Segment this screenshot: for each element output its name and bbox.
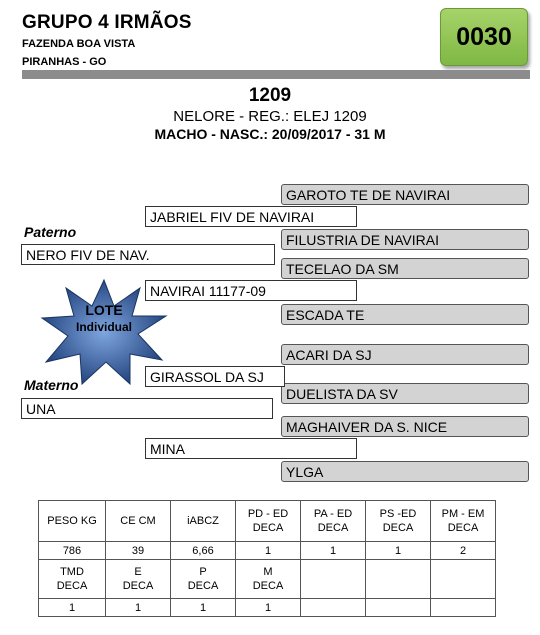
table-cell: 1 (301, 542, 366, 560)
pedigree-sire-sire: JABRIEL FIV DE NAVIRAI (145, 206, 357, 227)
table-cell: 786 (39, 542, 106, 560)
table-header-row (39, 560, 496, 599)
table-cell: 1 (39, 599, 106, 617)
table-cell: 1 (106, 599, 171, 617)
table-cell: 1 (366, 542, 431, 560)
table-cell (301, 599, 366, 617)
farm-name: FAZENDA BOA VISTA (22, 38, 136, 50)
table-cell: TMD DECA (39, 560, 106, 599)
table-cell: PESO KG (39, 501, 106, 542)
pedigree-dam-dam: MINA (145, 438, 357, 459)
table-row (39, 599, 496, 617)
pedigree-sire: NERO FIV DE NAV. (21, 244, 275, 265)
table-cell: PM - EM DECA (431, 501, 496, 542)
table-cell (431, 599, 496, 617)
group-name: GRUPO 4 IRMÃOS (22, 12, 192, 33)
table-cell: 6,66 (171, 542, 236, 560)
table-cell (366, 560, 431, 599)
badge-line1: LOTE (85, 302, 123, 318)
table-cell: PA - ED DECA (301, 501, 366, 542)
table-cell (301, 560, 366, 599)
maternal-label: Materno (24, 377, 79, 393)
pedigree-sire-dam-dam: ESCADA TE (281, 304, 529, 325)
table-cell: E DECA (106, 560, 171, 599)
lote-individual-badge (40, 278, 168, 386)
paternal-label: Paterno (24, 224, 77, 240)
pedigree-dam: UNA (21, 398, 273, 419)
table-header-row (39, 501, 496, 542)
table-cell: 39 (106, 542, 171, 560)
animal-id: 1209 (248, 85, 292, 106)
pedigree-dam-sire: GIRASSOL DA SJ (145, 366, 285, 387)
lot-number-badge (440, 8, 528, 66)
animal-sex-birthdate: MACHO - NASC.: 20/09/2017 - 31 M (154, 126, 386, 142)
pedigree-sire-dam-sire: TECELAO DA SM (281, 258, 529, 279)
table-cell (366, 599, 431, 617)
pedigree-dam-sire-dam: DUELISTA DA SV (281, 383, 529, 404)
pedigree-sire-sire-dam: FILUSTRIA DE NAVIRAI (281, 229, 529, 250)
pedigree-dam-dam-dam: YLGA (281, 461, 529, 482)
table-row (39, 542, 496, 560)
table-cell: 1 (236, 599, 301, 617)
table-cell (431, 560, 496, 599)
table-cell: PS -ED DECA (366, 501, 431, 542)
table-cell: 2 (431, 542, 496, 560)
table-cell: PD - ED DECA (236, 501, 301, 542)
genetic-indexes-table (38, 500, 496, 617)
badge-line2: Individual (75, 320, 132, 334)
header-divider (22, 70, 530, 79)
table-cell: 1 (236, 542, 301, 560)
lot-number: 0030 (456, 22, 512, 51)
table-cell: CE CM (106, 501, 171, 542)
table-cell: P DECA (171, 560, 236, 599)
animal-breed-registration: NELORE - REG.: ELEJ 1209 (173, 108, 367, 125)
table-cell: 1 (171, 599, 236, 617)
pedigree-dam-sire-sire: ACARI DA SJ (281, 344, 529, 365)
pedigree-sire-dam: NAVIRAI 11177-09 (145, 280, 357, 301)
farm-location: PIRANHAS - GO (22, 56, 107, 68)
table-cell: iABCZ (171, 501, 236, 542)
pedigree-dam-dam-sire: MAGHAIVER DA S. NICE (281, 416, 529, 437)
table-cell: M DECA (236, 560, 301, 599)
pedigree-sire-sire-sire: GAROTO TE DE NAVIRAI (281, 184, 529, 205)
